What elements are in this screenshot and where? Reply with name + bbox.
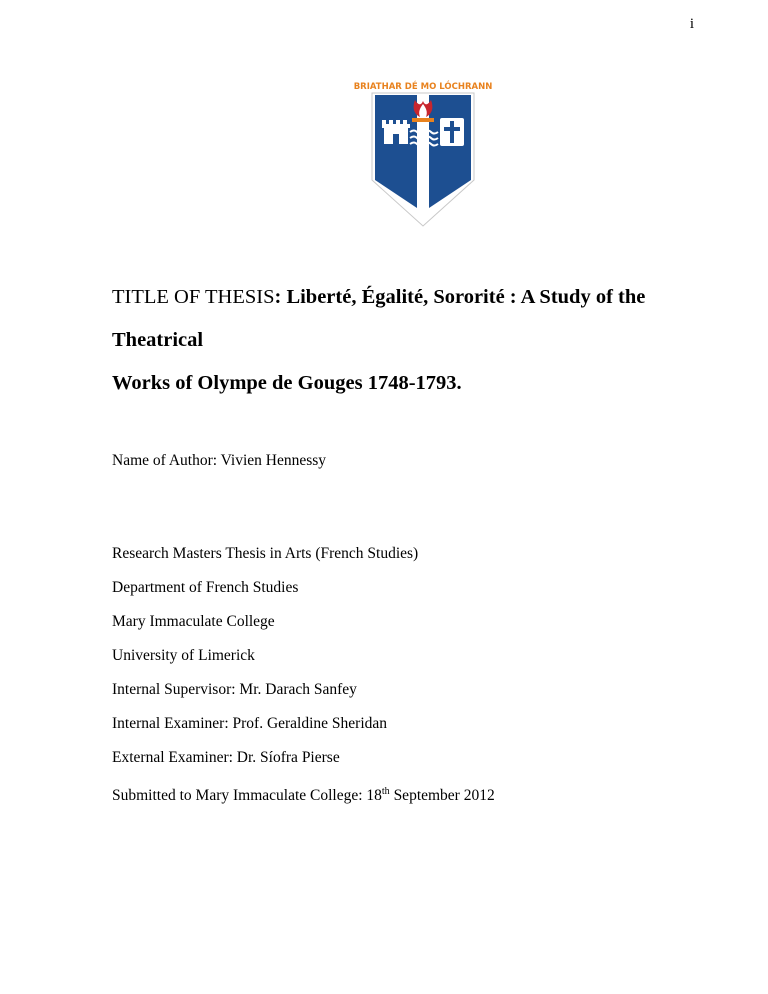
thesis-details-list xyxy=(112,544,495,816)
thesis-title xyxy=(112,276,712,405)
page-number: i xyxy=(689,16,694,32)
submission-suffix: September 2012 xyxy=(389,787,495,805)
title-text-line2: Works of Olympe de Gouges 1748-1793. xyxy=(112,372,462,394)
college: Mary Immaculate College xyxy=(112,613,275,630)
submission-date xyxy=(112,782,495,816)
title-colon: : xyxy=(274,286,282,308)
title-label: TITLE OF THESIS xyxy=(112,286,275,308)
thesis-type: Research Masters Thesis in Arts (French Studies) xyxy=(112,545,419,562)
university: University of Limerick xyxy=(112,647,255,664)
internal-examiner: Internal Examiner: Prof. Geraldine Sheridan xyxy=(112,715,388,732)
submission-ordinal: th xyxy=(381,786,390,797)
crest-icon xyxy=(353,80,493,230)
title-text-line1: Liberté, Égalité, Sororité : A Study of the Theatrical xyxy=(112,286,646,351)
author-name: Name of Author: Vivien Hennessy xyxy=(112,452,327,469)
submission-prefix: Submitted to Mary Immaculate College: 18 xyxy=(112,787,382,805)
department: Department of French Studies xyxy=(112,579,299,596)
crest-motto: BRIATHAR DÉ MO LÓCHRANN xyxy=(353,82,493,92)
internal-supervisor: Internal Supervisor: Mr. Darach Sanfey xyxy=(112,681,357,698)
college-crest-logo xyxy=(353,80,493,230)
external-examiner: External Examiner: Dr. Síofra Pierse xyxy=(112,749,340,766)
